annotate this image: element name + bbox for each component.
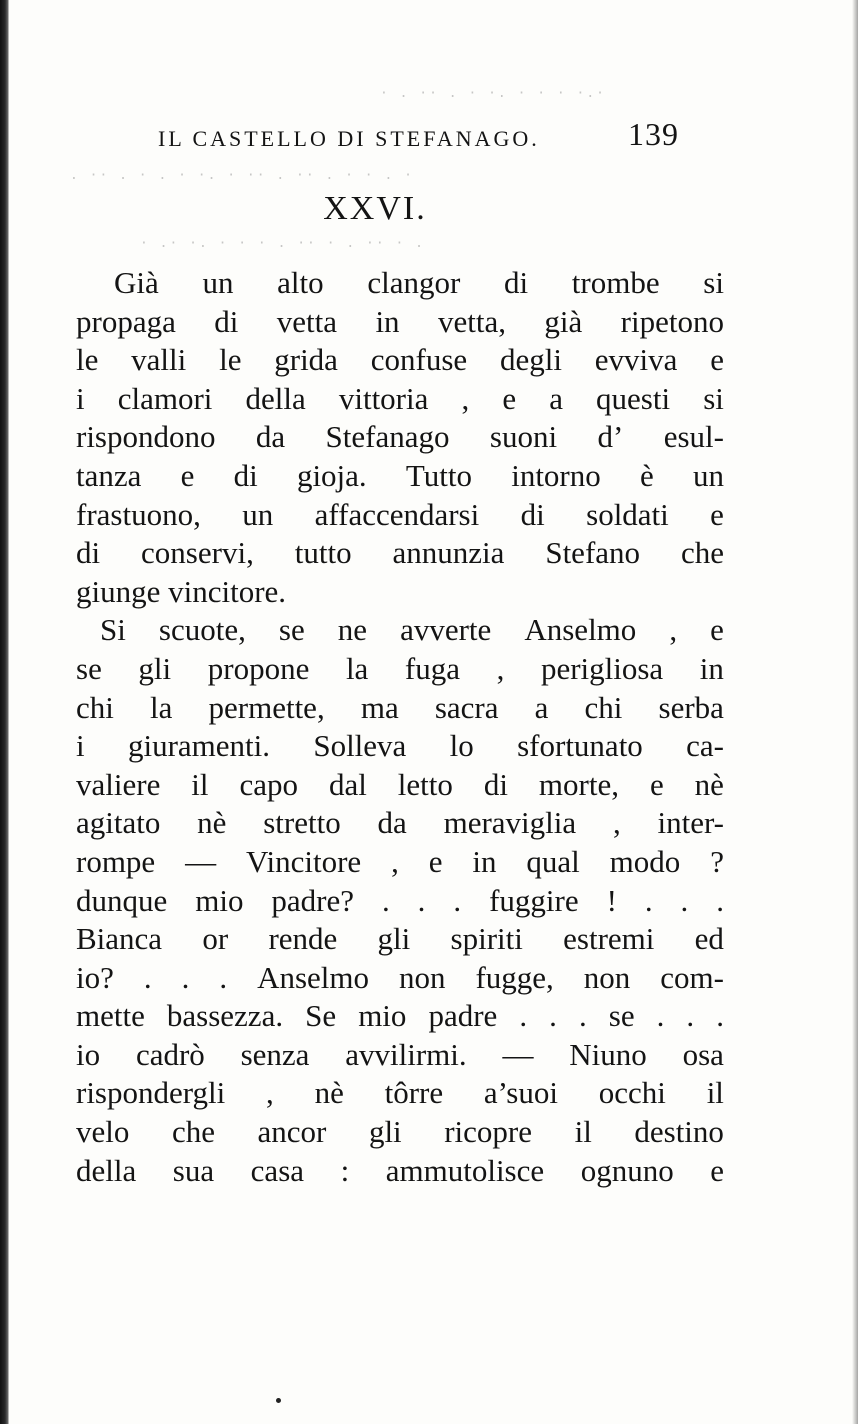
text-line: rispondergli , nè tôrre a’suoi occhi il	[76, 1075, 724, 1111]
text-line: io cadrò senza avvilirmi. — Niuno osa	[76, 1036, 724, 1072]
text-line: giunge vincitore.	[76, 573, 287, 609]
text-line: i clamori della vittoria , e a questi si	[76, 380, 724, 416]
text-line: le valli le grida confuse degli evviva e	[76, 342, 724, 378]
running-head-title: IL CASTELLO DI STEFANAGO.	[158, 126, 540, 151]
text-line: dunque mio padre? . . . fuggire ! . . .	[76, 882, 724, 918]
text-line: se gli propone la fuga , perigliosa in	[76, 650, 724, 686]
running-head	[0, 116, 858, 156]
text-line: mette bassezza. Se mio padre . . . se . . .	[76, 998, 724, 1034]
page-number: 139	[628, 116, 679, 152]
text-line: della sua casa : ammutolisce ognuno e	[76, 1152, 724, 1188]
chapter-heading: XXVI.	[323, 190, 427, 227]
page-edge-shadow	[852, 0, 858, 1424]
body-text	[76, 264, 724, 1190]
text-line: rompe — Vincitore , e in qual modo ?	[76, 843, 724, 879]
text-line: tanza e di gioja. Tutto intorno è un	[76, 457, 724, 493]
text-line: Bianca or rende gli spiriti estremi ed	[76, 921, 724, 957]
text-line: di conservi, tutto annunzia Stefano che	[76, 535, 724, 571]
bleed-through-speckle: · .· ·. · · · . ·· · . ·· · .	[140, 236, 425, 251]
ink-speck	[276, 1398, 281, 1403]
text-line: rispondono da Stefanago suoni d’ esul-	[76, 419, 724, 455]
text-line: agitato nè stretto da meraviglia , inter-	[76, 805, 724, 841]
text-line: frastuono, un affaccendarsi di soldati e	[76, 496, 724, 532]
text-line: io? . . . Anselmo non fugge, non com-	[76, 959, 724, 995]
text-line: chi la permette, ma sacra a chi serba	[76, 689, 724, 725]
text-line: Si scuote, se ne avverte Anselmo , e	[100, 612, 724, 648]
text-line: propaga di vetta in vetta, già ripetono	[76, 303, 724, 339]
bleed-through-speckle: . ·· . · . · ·. · ·· . ·· . · · . ·	[70, 168, 414, 183]
bleed-through-speckle: · . ·· . · ·. · · · ·.·	[380, 86, 607, 101]
text-line: Già un alto clangor di trombe si	[114, 265, 724, 300]
text-line: valiere il capo dal letto di morte, e nè	[76, 766, 724, 802]
text-line: i giuramenti. Solleva lo sfortunato ca-	[76, 728, 724, 764]
text-line: velo che ancor gli ricopre il destino	[76, 1114, 724, 1150]
